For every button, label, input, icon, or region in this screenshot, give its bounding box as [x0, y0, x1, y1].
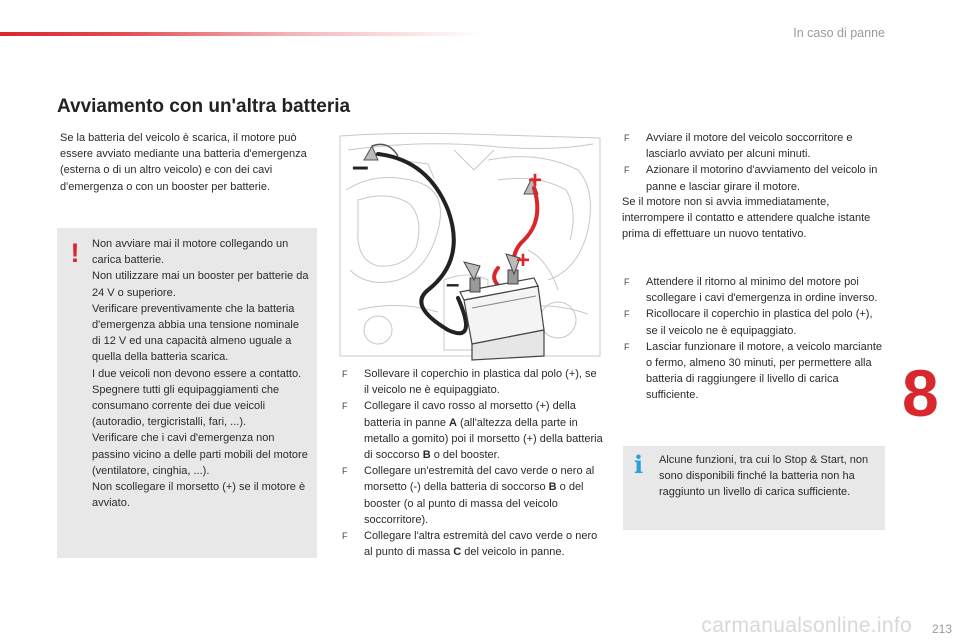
step-text: Collegare un'estremità del cavo verde o nero al morsetto (-) della batteria di soccorso [364, 465, 595, 494]
warning-line: Verificare che i cavi d'emergenza non passino vicino a delle parti mobili del motore (ventilatore, cinghia, ...). [92, 432, 308, 477]
chapter-number: 8 [902, 356, 939, 430]
header-accent-bar [0, 32, 480, 36]
step-text: Lasciar funzionare il motore, a veicolo marciante o fermo, almeno 30 minuti, per permettere alla batteria di raggiungere il livello di carica sufficiente. [646, 340, 883, 402]
step-text: Azionare il motorino d'avviamento del veicolo in panne e lasciar girare il motore. [646, 164, 878, 193]
step-text: (all'altezza della parte in metallo a gomito) poi il morsetto (+) della batteria di soccorso [364, 416, 603, 462]
watermark: carmanualsonline.info [701, 614, 912, 637]
bullet-marker: F [342, 466, 348, 477]
bullet-marker: F [624, 309, 630, 320]
step-item [340, 366, 604, 398]
bullet-marker: F [342, 531, 348, 542]
step-item [622, 162, 886, 194]
engine-bay-drawing [338, 130, 602, 362]
step-text: Attendere il ritorno al minimo del motore poi scollegare i cavi d'emergenza in ordine inverso. [646, 276, 878, 305]
warning-line: I due veicoli non devono essere a contatto. [92, 367, 302, 380]
intro-paragraph: Se la batteria del veicolo è scarica, il motore può essere avviato mediante una batteria d'emergenza (esterna o di un altro veicolo) e con dei cavi d'emergenza o con un booster per batterie. [60, 132, 307, 193]
bullet-marker: F [624, 277, 630, 287]
info-icon: i [634, 450, 644, 479]
step-text: Collegare l'altra estremità del cavo verde o nero al punto di massa [364, 530, 598, 559]
warning-line: Spegnere tutti gli equipaggiamenti che consumano corrente dei due veicoli (autoradio, tergicristalli, fari, ...). [92, 383, 280, 429]
retry-note: Se il motore non si avvia immediatamente, interrompere il contatto e attendere qualche istante prima di effettuare un nuovo tentativo. [622, 196, 871, 241]
info-box [623, 446, 885, 530]
reference-letter: B [548, 481, 557, 494]
plus-symbol-bottom: + [516, 247, 531, 274]
step-item [340, 398, 604, 463]
warning-line: Non utilizzare mai un booster per batterie da 24 V o superiore. [92, 270, 309, 299]
page-title: Avviamento con un'altra batteria [57, 96, 351, 117]
black-cable [378, 154, 466, 333]
warning-line: Verificare preventivamente che la batteria d'emergenza abbia una tensione nominale di 12 V ed una capacità almeno uguale a quella della batteria scarica. [92, 302, 299, 364]
warning-line: Non avviare mai il motore collegando un carica batterie. [92, 238, 289, 267]
step-item [340, 463, 604, 528]
minus-symbol-bottom: – [446, 271, 460, 298]
jump-start-illustration [338, 130, 602, 362]
step-text: Collegare il cavo rosso al morsetto (+) della batteria in panne [364, 400, 576, 429]
bullet-marker: F [624, 133, 630, 143]
step-item [622, 339, 886, 404]
bullet-marker: F [342, 401, 348, 412]
bullet-marker: F [342, 369, 348, 379]
warning-exclamation-icon: ! [70, 238, 80, 268]
step-text: Ricollocare il coperchio in plastica del polo (+), se il veicolo ne è equipaggiato. [646, 308, 873, 337]
step-item [622, 130, 886, 162]
section-title: In caso di panne [793, 26, 885, 40]
reference-letter: A [449, 416, 457, 429]
step-text: del veicolo in panne. [461, 546, 565, 559]
minus-symbol-top: – [352, 150, 369, 183]
warning-line: Non scollegare il morsetto (+) se il motore è avviato. [92, 481, 306, 510]
page-number: 213 [931, 622, 952, 636]
step-text: o del booster (o al punto di massa del veicolo soccorritore). [364, 481, 584, 526]
steps-list-right-bottom [622, 274, 886, 404]
warning-text [92, 236, 310, 511]
target-battery-clamps [364, 144, 538, 194]
step-text: Sollevare il coperchio in plastica dal polo (+), se il veicolo ne è equipaggiato. [364, 368, 597, 397]
steps-list-middle [340, 366, 604, 560]
bullet-marker: F [624, 165, 630, 176]
step-item [340, 528, 604, 560]
step-text: o del booster. [430, 449, 500, 462]
reference-letter: B [422, 449, 431, 462]
warning-box [57, 228, 317, 558]
step-text: Avviare il motore del veicolo soccorritore e lasciarlo avviato per alcuni minuti. [646, 132, 853, 161]
bullet-marker: F [624, 341, 630, 352]
reference-letter: C [453, 546, 462, 559]
step-item [622, 274, 886, 306]
info-text: Alcune funzioni, tra cui lo Stop & Start, non sono disponibili finché la batteria non ha raggiunto un livello di carica sufficiente. [659, 454, 869, 499]
steps-list-right-top [622, 130, 886, 195]
plus-symbol-top: + [528, 167, 543, 194]
step-item [622, 306, 886, 338]
booster-battery [460, 254, 544, 360]
